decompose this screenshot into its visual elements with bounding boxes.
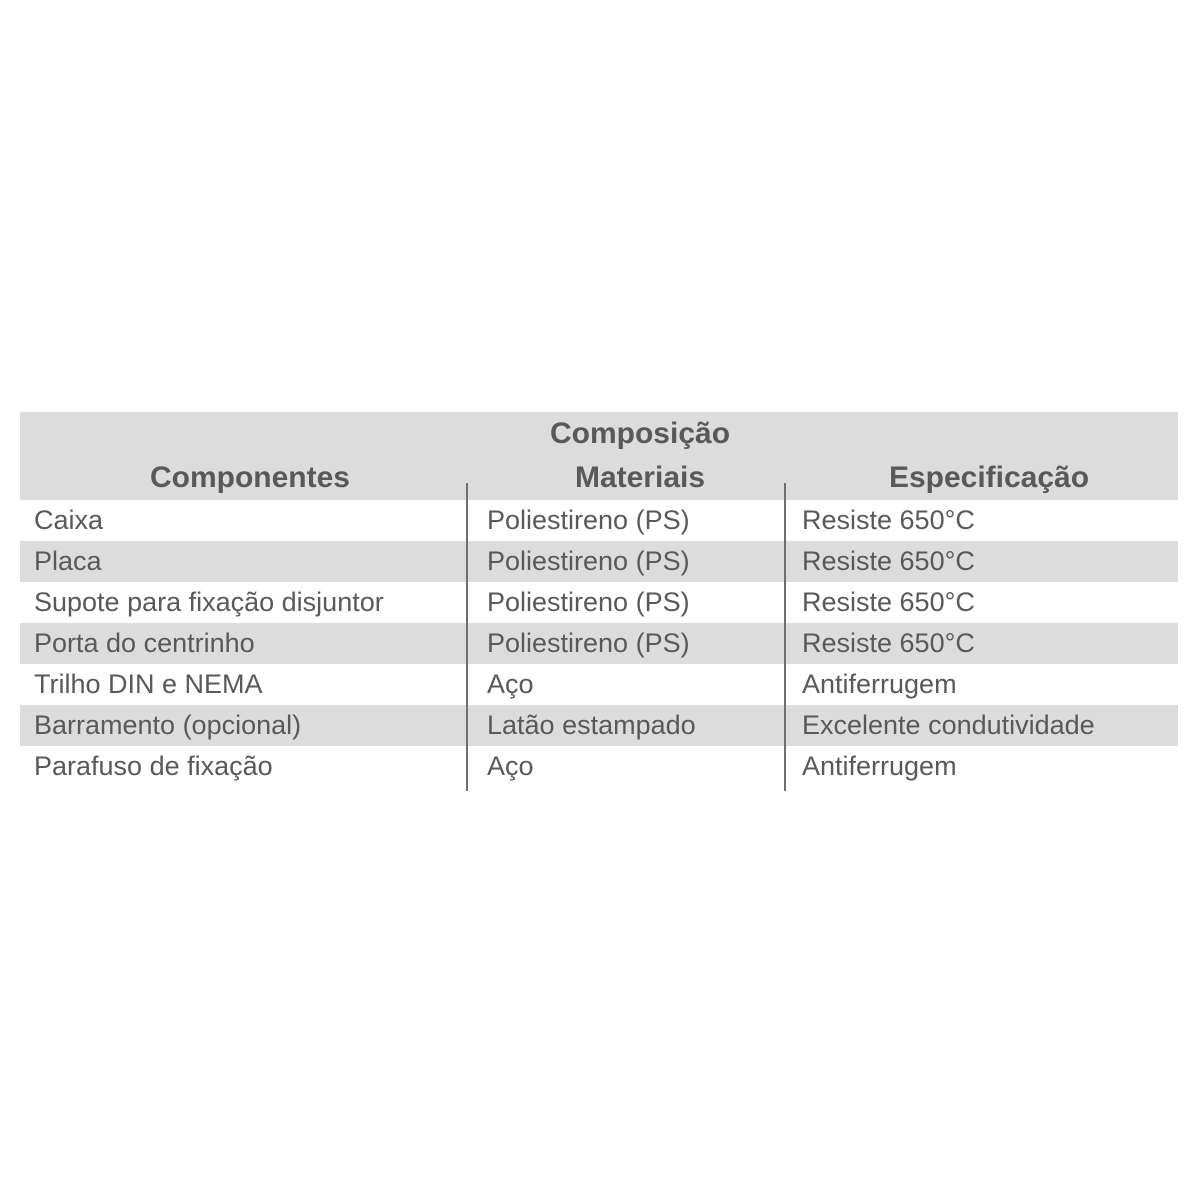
specification-cell: Resiste 650°C bbox=[802, 587, 975, 617]
header-components: Componentes bbox=[149, 461, 350, 494]
table-header bbox=[20, 412, 1178, 500]
material-cell: Aço bbox=[487, 669, 534, 699]
specification-cell: Resiste 650°C bbox=[802, 546, 975, 576]
table-row bbox=[20, 500, 1178, 541]
component-cell: Parafuso de fixação bbox=[34, 751, 273, 781]
component-cell: Caixa bbox=[34, 505, 104, 535]
material-cell: Poliestireno (PS) bbox=[487, 628, 690, 658]
specification-cell: Antiferrugem bbox=[802, 669, 957, 699]
component-cell: Trilho DIN e NEMA bbox=[34, 669, 263, 699]
component-cell: Supote para fixação disjuntor bbox=[34, 587, 384, 617]
specification-cell: Resiste 650°C bbox=[802, 505, 975, 535]
column-divider-1 bbox=[466, 483, 468, 791]
table-row bbox=[20, 705, 1178, 746]
table-row bbox=[20, 664, 1178, 705]
spec-table bbox=[20, 412, 1178, 787]
table-row bbox=[20, 623, 1178, 664]
material-cell: Poliestireno (PS) bbox=[487, 505, 690, 535]
component-cell: Placa bbox=[34, 546, 102, 576]
material-cell: Aço bbox=[487, 751, 534, 781]
table-row bbox=[20, 746, 1178, 787]
material-cell: Latão estampado bbox=[487, 710, 696, 740]
specification-cell: Resiste 650°C bbox=[802, 628, 975, 658]
table-row bbox=[20, 541, 1178, 582]
specification-cell: Excelente condutividade bbox=[802, 710, 1095, 740]
component-cell: Porta do centrinho bbox=[34, 628, 255, 658]
header-specification: Especificação bbox=[888, 461, 1090, 494]
header-materials bbox=[490, 412, 790, 500]
component-cell: Barramento (opcional) bbox=[34, 710, 302, 740]
specification-cell: Antiferrugem bbox=[802, 751, 957, 781]
header-materials-line2: Materiais bbox=[574, 461, 706, 494]
column-divider-2 bbox=[784, 483, 786, 791]
material-cell: Poliestireno (PS) bbox=[487, 587, 690, 617]
material-cell: Poliestireno (PS) bbox=[487, 546, 690, 576]
table-row bbox=[20, 582, 1178, 623]
header-materials-line1: Composição bbox=[549, 417, 731, 450]
